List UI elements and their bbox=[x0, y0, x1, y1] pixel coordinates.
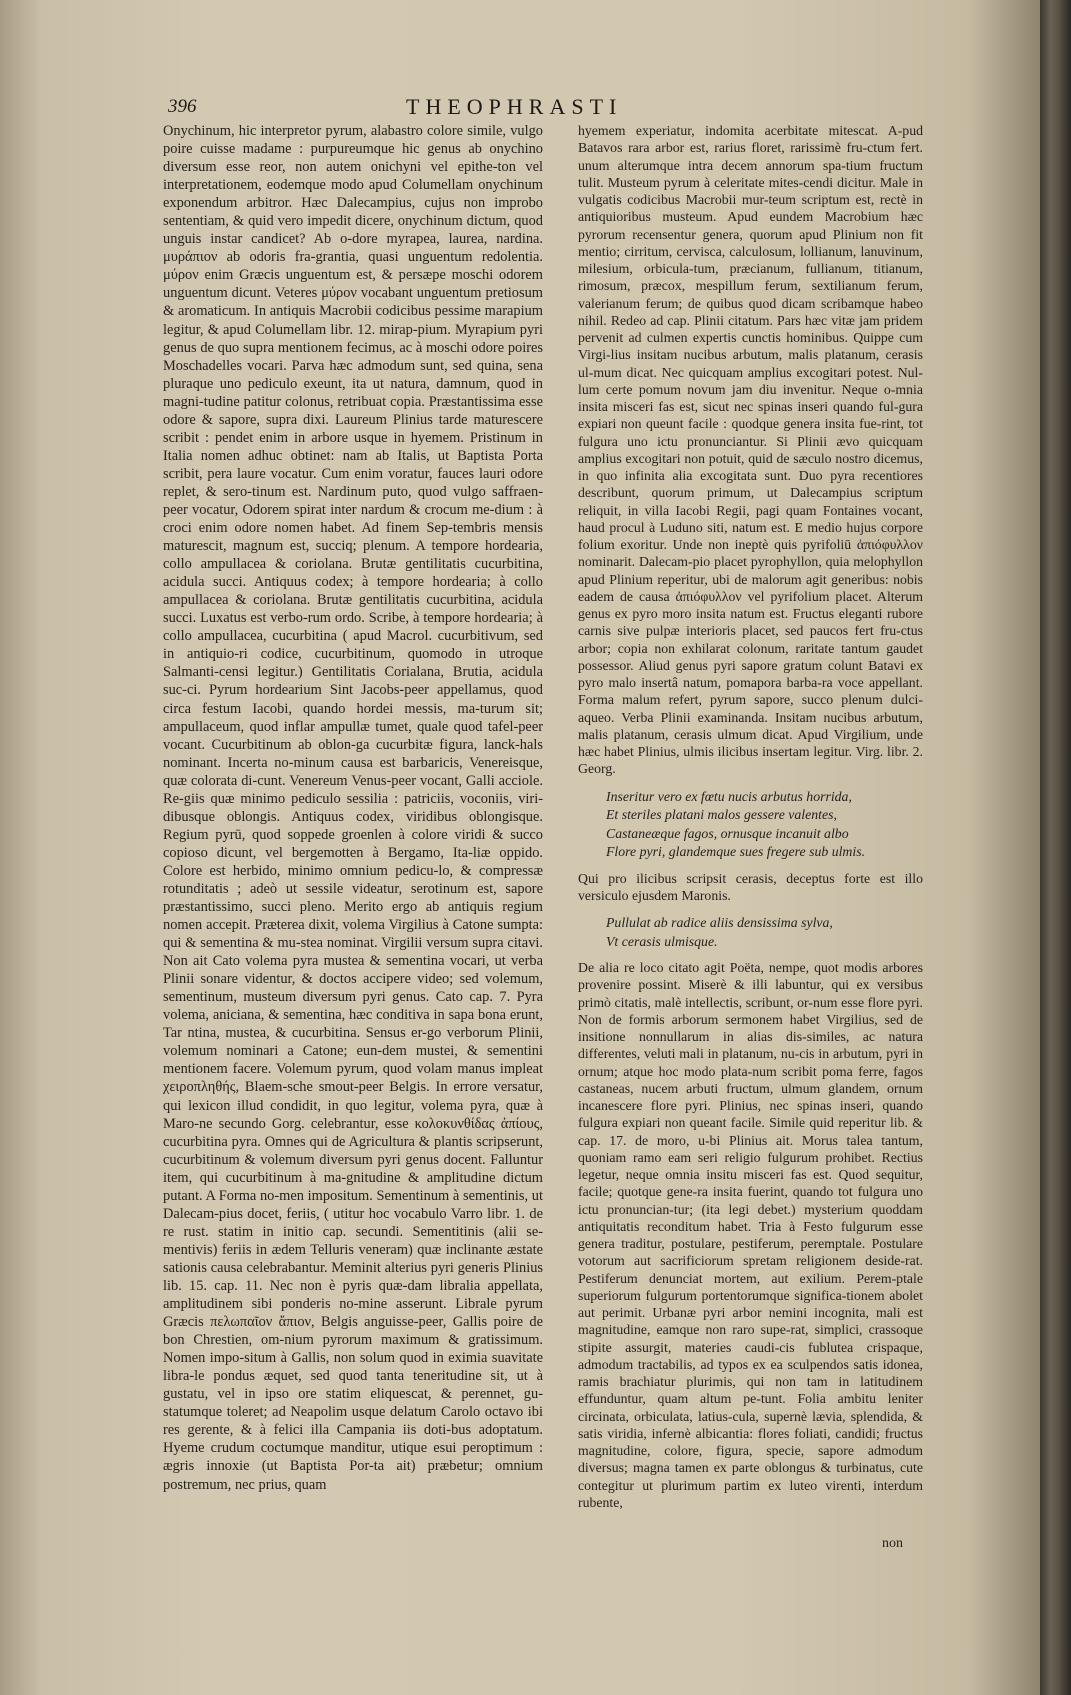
right-paragraph-3: De alia re loco citato agit Poëta, nempe, quot modis arbores provenire possint. Miserè & illi labuntur, qui ex versibus primò citatis, malè intellectis, scribunt, or-num esse flore pyri. Non de formis arborum sermonem habet Virgilius, sed de insitione nonnullarum in alias dis-similes, ac natura differentes, veluti mali in platanum, nu-cis in arbutum, pyri in ornum; atque hoc modo plata-num scribit poma ferre, fagos castaneas, nucem arbuti fructum, ulmum glandem, ornum incanescere flore pyri. Plinius, nec spinas inseri, quando fulgura expiari non queant facile. Simile quid reperitur lib. & cap. 17. de moro, u-bi Plinius ait. Morus talea tantum, quoniam ramo eam seri religio fulgurum prohibet. Rectius legetur, neque omnia insitu misceri fas est. Quod sequitur, facile; quotque gene-ra insita fuerint, quando tot fulgura uno ictu pronuncian-tur; (ita legi debet.) mysterium quoddam antiquitatis reconditum habet. Tria à Festo fulgurum esse genera traditur, postulare, pestiferum, peremptale. Postulare votorum aut sacrificiorum spretam religionem deside-rat. Pestiferum denunciat mortem, aut exilium. Perem-ptale superiorum fulgurum portentorumque significa-tionem abolet aut perimit. Urbanæ pyri arbor nemini incognita, mali est magnitudine, eamque non raro supe-rat, simplici, crassoque stipite assurgit, materies caudi-cis fublutea crispaque, admodum tractabilis, ad typos ex ea sculpendos satis idonea, ramis brachiatur plurimis, qui non tam in latitudinem effunduntur, quam altum pe-tunt. Folia ambitu leniter circinata, orbiculata, latius-cula, supernè lævia, splendida, & satis viridia, infernè albicantia: flores foliati, candidi; fructus magnitudine, colore, figura, specie, sapore admodum diversus; magna tamen ex parte oblongus & turbinatus, cute contegitur ut plurimum partim ex luteo virenti, interdum rubente, bbox=[578, 960, 923, 1510]
right-column bbox=[578, 122, 923, 1511]
left-column bbox=[163, 122, 543, 1494]
verse-line: Vt cerasis ulmisque. bbox=[606, 933, 718, 949]
running-title: THEOPHRASTI bbox=[406, 94, 623, 119]
left-column-text: Onychinum, hic interpretor pyrum, alabastro colore simile, vulgo poire cuisse madame : purpureumque hic genus ab onychino diversum esse reor, non autem onichyni vel epithe-ton vel interpretationem, eodemque modo apud Columellam onychinum exponendum arbitror. Hæc Dalecampius, cujus non improbo sententiam, & quid vero impedit dicere, onychinum dictum, quod unguis instar candicet? Ab o-dore myrapea, laurea, nardina. μυράπιον ab odoris fra-grantia, quasi unguentum redolentia. μύρον enim Græcis unguentum est, & persæpe moschi odorem unguentum dicunt. Veteres μύρον vocabant unguentum pretiosum & aromaticum. In antiquis Macrobii codicibus pessime marapium legitur, & apud Columellam libr. 12. mirap-pium. Myrapium pyri genus de quo supra mentionem fecimus, ac à moschi odore poires Moschadelles vocari. Parva hæc admodum sunt, sed quina, sena pluraque uno pediculo exeunt, ita ut natura, damnum, quod in magni-tudine patitur colonus, retribuat copia. Præstantissima esse odore & sapore, supra dixi. Laureum Plinius tarde maturescere scribit : pendet enim in arbore usque in hyemem. Pristinum in Italia nomen adhuc obtinet: nam ab Italis, ut Baptista Porta scribit, pera laure vocatur. Cum enim voratur, fauces lauri odore replet, & sero-tinum est. Nardinum puto, quod vulgo saffraen-peer vocatur, Odorem spirat inter nardum & crocum me-dium : à croci enim odore nomen habet. Ad finem Sep-tembris mensis maturescit, magnum est, succiq; plenum. A tempore hordearia, collo ampullacea & coriolana. Brutæ gentilitatis cucurbitina, acidula succi. Antiquus codex; à tempore hordearia; à collo ampullacea & coriolana. Brutæ gentilitatis cucurbitina, acidula succi. Luxatus est verbo-rum ordo. Scribe, à tempore hordearia; à collo ampullacea, cucurbitina ( apud Macrol. cucurbitivum, sed in antiquio-ri codice, cucurbitinum, quomodo in utroque Salmanti-censi legitur.) Gentilitatis Corialana, Brutia, acidula suc-ci. Pyrum hordearium Sint Jacobs-peer appellamus, quod circa festum Iacobi, quando hordei messis, ma-turum sit; ampullaceum, quod inflar ampullæ tumet, quale quod tafel-peer vocant. Cucurbitinum ab oblon-ga cucurbitæ figura, lanck-hals nominant. Incerta no-minum causa est barbaricis, Venereisque, quæ colorata di-cunt. Venereum Venus-peer vocant, Galli acciole. Re-giis quæ minimo pediculo sessilia : patriciis, voconiis, viri-dibusque oblongis. Antiquus codex, viridibus oblongisque. Regium pyrū, quod soppede groenlen à colore viridi & succo copioso dicunt, vel bergemotten à Bergamo, Ita-liæ oppido. Colore est herbido, minimo omnium pedicu-lo, & compressæ rotunditatis ; adeò ut sessile videatur, serotinum est, sapore præstantissimo, succi pleno. Merito ergo ab antiquis regium nomen accepit. Præterea dixit, volema Virgilius à Catone sumpta: qui & sementina & mu-stea nominat. Virgilii versum supra citavi. Non ait Cato volema pyra mustea & sementina vocari, ut verba Plinii sonare videntur, & doctos accipere video; sed volemum, sementinum, musteum diversum pyri genus. Cato cap. 7. Pyra volema, aniciana, & sementina, hæc conditiva in sapa bona erunt, Tar ntina, mustea, & cucurbitina. Sensus er-go verborum Plinii, volemum nominari a Catone; eun-dem mustei, & sementini mentionem facere. Volemum pyrum, quod volam manus impleat χειροπληθής, Blaem-sche smout-peer Belgis. In errore versatur, qui lexicon illud condidit, in quo legitur, volema pyra, quæ à Maro-ne secundo Gorg. celebrantur, esse κολοκυνθίδας ἀπίους, cucurbitina pyra. Omnes qui de Agricultura & plantis scripserunt, cucurbitinum & volemum diversum pyri genus docent. Falluntur item, qui cucurbitinum à ma-gnitudine & amplitudine dictum putant. A Forma no-men impositum. Sementinum à sementinis, ut Dalecam-pius docet, feriis, ( utitur hoc vocabulo Varro libr. 1. de re rust. statim in initio cap. secundi. Sementitinis (alii se-mentivis) feriis in ædem Telluris veneram) quæ inclinante æstate sationis causa celebrabantur. Meminit alterius pyri generis Plinius lib. 15. cap. 11. Nec non è pyris quæ-dam libralia appellata, amplitudinem sibi ponderis no-mine asserunt. Librale pyrum Græcis πελωπαῖον ἄπιον, Belgis anguisse-peer, Gallis poire de bon Chrestien, om-nium pyrorum maximum & gratissimum. Nomen impo-situm à Gallis, non solum quod in eximia suavitate libra-le pondus æquet, sed quod tanta teneritudine sit, ut à gustatu, vel in ipso ore statim eliquescat, & perennet, gu-statumque toleret; ad Neapolim usque delatum Carolo octavo ibi res gerente, & à felici illa Campania iis doti-bus adoptatum. Hyeme crudum coctumque manditur, utique esui peroptimum : ægris innoxie (ut Baptista Por-ta ait) præbetur; omnium postremum, nec prius, quam bbox=[163, 123, 543, 1493]
right-paragraph-2: Qui pro ilicibus scripsit cerasis, deceptus forte est illo versiculo ejusdem Maronis. bbox=[578, 870, 923, 903]
verse-line: Inseritur vero ex fœtu nucis arbutus horrida, bbox=[606, 788, 852, 804]
right-paragraph-1: hyemem experiatur, indomita acerbitate mitescat. A-pud Batavos rara arbor est, rarius floret, rarissimè fru-ctum fert. unum alterumque intra decem annorum spa-tium fructum tulit. Musteum pyrum à celeritate mites-cendi dicitur. Male in vulgatis codicibus Macrobii mur-teum scriptum est, rectè in antiquioribus musteum. Apud eundem Macrobium hæc pyrorum recensentur genera, quorum apud Plinium non fit mentio; cirritum, cervisca, calculosum, lollianum, lanuvinum, milesium, orbicula-tum, præcianum, fullianum, titianum, rimosum, præcox, mespillum ferum, sextilianum ferum, valerianum ferum; de quibus quod dicam scribamque habeo nihil. Redeo ad cap. Plinii citatum. Pars hæc vitæ jam pridem pervenit ad culmen expertis cunctis hominibus. Quippe cum Virgi-lius insitam nucibus arbutum, malis platanum, cerasis ul-mum dicat. Nec quicquam amplius excogitari potest. Nul-lum certe pomum novum jam diu invenitur. Neque o-mnia insita misceri fas est, sicut nec spinas inseri quando ful-gura expiari non queunt facile : quodque genera insita fue-rint, tot fulgura uno ictu pronunciantur. Si Plinii ævo quicquam amplius excogitari non potuit, quid de sæculo nostro dicemus, in quo infinita alia excogitata sunt. Duo pyra recentiores describunt, quorum primum, ut Dalecampius scriptum reliquit, in villa Iacobi Regii, pagi quam Fontaines vocant, haud procul à Luduno siti, natum est. E medio hujus corpore folium exoritur. Unde non ineptè quis pyrifoliū ἀπιόφυλλον nominarit. Dalecam-pio placet pyrophyllon, quia melophyllon apud Plinium reperitur, ubi de malorum agit generibus: nobis eadem de causa ἀπιόφυλλον vel pyrifolium placet. Alterum genus ex pyro moro insita natum est. Fructus eleganti rubore carnis sive pulpæ interioris placet, sed paucos fert fru-ctus arbor; copia non exhilarat colonum, raritate tantum gaudet possessor. Aliud genus pyri sapore gratum colunt Batavi ex pyro malo insertâ natum, pomapora barba-ra voce appellant. Forma malum refert, pyrum sapore, succo plenum dulci-aqueo. Verba Plinii examinanda. Insitam nucibus arbutum, malis platanum, cerasis ulmum dicat. Apud Virgilium, unde hæc habet Plinius, ulmis ilicibus insertam legitur. Virg. libr. 2. Georg. bbox=[578, 123, 923, 777]
verse-quote-maro bbox=[606, 914, 923, 951]
verse-quote-georgics bbox=[606, 788, 923, 862]
page-number: 396 bbox=[168, 96, 197, 117]
verse-line: Et steriles platani malos gessere valentes, bbox=[606, 807, 837, 822]
verse-line: Castaneæque fagos, ornusque incanuit albo bbox=[606, 825, 849, 841]
adjacent-page-edge bbox=[1040, 0, 1071, 1695]
catch-word: non bbox=[882, 1536, 903, 1551]
page-header bbox=[168, 94, 998, 124]
verse-line: Flore pyri, glandemque sues fregere sub ulmis. bbox=[606, 844, 866, 859]
verse-line: Pullulat ab radice aliis densissima sylva, bbox=[606, 915, 833, 930]
